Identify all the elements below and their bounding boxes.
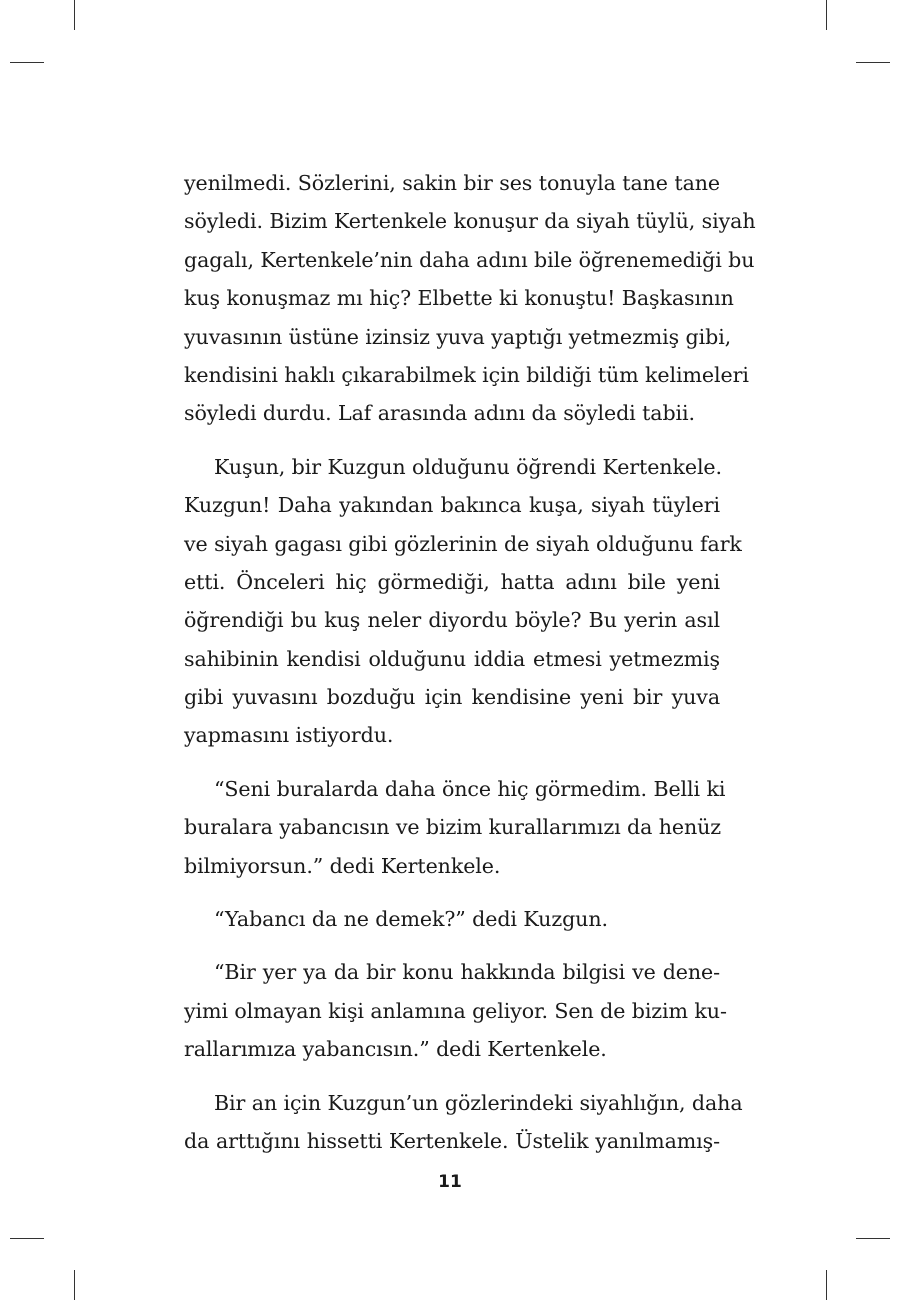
page-number: 11 (438, 1172, 462, 1192)
text-line: söyledi. Bizim Kertenkele konuşur da siyah tüylü, siyah (184, 209, 756, 234)
text-line: “Seni buralarda daha önce hiç görmedim. Belli ki (214, 776, 726, 801)
text-line: Kuşun, bir Kuzgun olduğunu öğrendi Kertenkele. (214, 454, 722, 479)
paragraph (184, 164, 756, 433)
text-line: gibi yuvasını bozduğu için kendisine yeni bir yuva (184, 685, 720, 710)
text-line: etti. Önceleri hiç görmediği, hatta adını bile yeni (184, 569, 720, 594)
text-line: kuş konuşmaz mı hiç? Elbette ki konuştu! Başkasının (184, 286, 734, 311)
text-line: gagalı, Kertenkele’nin daha adını bile öğrenemediği bu (184, 247, 755, 272)
paragraph-gap (184, 885, 720, 900)
crop-mark-top-right (826, 0, 827, 30)
text-line: rallarımıza yabancısın.” dedi Kertenkele. (184, 1037, 607, 1062)
text-line: da arttığını hissetti Kertenkele. Üstelik yanılmamış- (184, 1128, 720, 1153)
crop-mark-right-top (856, 62, 890, 63)
crop-mark-right-bottom (856, 1238, 890, 1239)
body-text (184, 164, 756, 1160)
text-line: söyledi durdu. Laf arasında adını da söyledi tabii. (184, 401, 695, 426)
text-line: yuvasının üstüne izinsiz yuva yaptığı yetmezmiş gibi, (184, 324, 732, 349)
text-line: Bir an için Kuzgun’un gözlerindeki siyahlığın, daha (214, 1090, 743, 1115)
text-line: “Yabancı da ne demek?” dedi Kuzgun. (214, 907, 608, 932)
text-line: yapmasını istiyordu. (184, 723, 394, 748)
paragraph (184, 448, 742, 755)
text-line: sahibinin kendisi olduğunu iddia etmesi yetmezmiş (184, 646, 720, 671)
text-line: yenilmedi. Sözlerini, sakin bir ses tonuyla tane tane (184, 171, 720, 195)
paragraph (184, 1084, 743, 1161)
crop-mark-left-top (10, 62, 44, 63)
text-line: öğrendiği bu kuş neler diyordu böyle? Bu yerin asıl (184, 608, 720, 633)
text-line: Kuzgun! Daha yakından bakınca kuşa, siyah tüyleri (184, 493, 720, 518)
paragraph (184, 953, 727, 1068)
paragraph-gap (184, 1069, 720, 1084)
crop-mark-bottom-left (74, 1270, 75, 1300)
paragraph-gap (184, 938, 720, 953)
text-line: kendisini haklı çıkarabilmek için bildiği tüm kelimeleri (184, 362, 749, 387)
paragraph-gap (184, 755, 720, 770)
crop-mark-top-left (74, 0, 75, 30)
text-line: bilmiyorsun.” dedi Kertenkele. (184, 853, 501, 878)
text-line: “Bir yer ya da bir konu hakkında bilgisi ve dene- (214, 960, 720, 985)
text-line: ve siyah gagası gibi gözlerinin de siyah olduğunu fark (184, 531, 742, 556)
crop-mark-left-bottom (10, 1238, 44, 1239)
paragraph (184, 900, 720, 938)
paragraph-gap (184, 433, 720, 448)
paragraph (184, 770, 726, 885)
crop-mark-bottom-right (826, 1270, 827, 1300)
text-line: yimi olmayan kişi anlamına geliyor. Sen de bizim ku- (184, 998, 727, 1023)
text-line: buralara yabancısın ve bizim kurallarımızı da henüz (184, 815, 722, 840)
